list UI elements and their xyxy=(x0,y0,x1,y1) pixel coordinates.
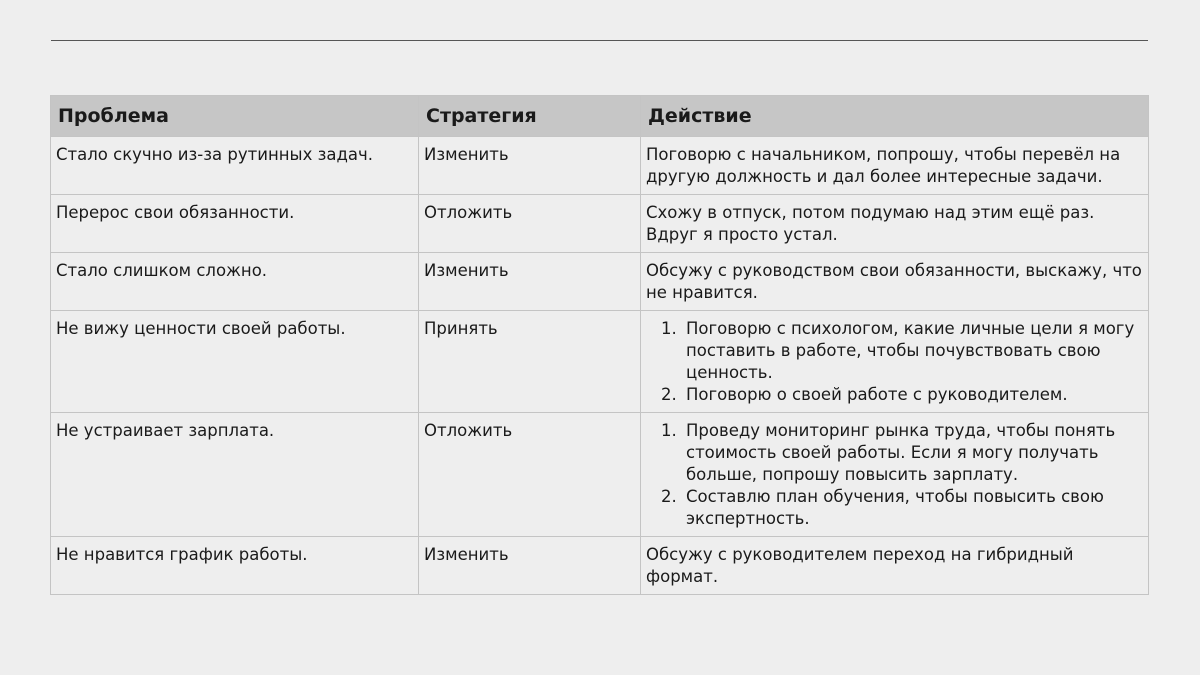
cell-action: Обсужу с руководителем переход на гибридный формат. xyxy=(641,537,1149,595)
header-problem: Проблема xyxy=(51,96,419,137)
action-list-item: 2. Составлю план обучения, чтобы повысить свою экспертность. xyxy=(682,486,1143,530)
cell-problem: Стало слишком сложно. xyxy=(51,253,419,311)
cell-strategy: Изменить xyxy=(419,137,641,195)
table-row xyxy=(51,195,1149,253)
table-header-row xyxy=(51,96,1149,137)
table-row xyxy=(51,413,1149,537)
cell-action xyxy=(641,413,1149,537)
cell-action: Поговорю с начальником, попрошу, чтобы перевёл на другую должность и дал более интересные задачи. xyxy=(641,137,1149,195)
strategy-table-container xyxy=(50,95,1148,595)
cell-problem: Не устраивает зарплата. xyxy=(51,413,419,537)
table-row xyxy=(51,137,1149,195)
cell-strategy: Отложить xyxy=(419,195,641,253)
top-divider xyxy=(51,40,1148,41)
action-list-item: 2. Поговорю о своей работе с руководителем. xyxy=(682,384,1143,406)
cell-strategy: Отложить xyxy=(419,413,641,537)
header-action: Действие xyxy=(641,96,1149,137)
cell-action: Обсужу с руководством свои обязанности, выскажу, что не нравится. xyxy=(641,253,1149,311)
cell-problem: Перерос свои обязанности. xyxy=(51,195,419,253)
table-row xyxy=(51,253,1149,311)
action-list-item: 1. Поговорю с психологом, какие личные цели я могу поставить в работе, чтобы почувствовать свою ценность. xyxy=(682,318,1143,384)
table-row xyxy=(51,311,1149,413)
action-list-item: 1. Проведу мониторинг рынка труда, чтобы понять стоимость своей работы. Если я могу получать больше, попрошу повысить зарплату. xyxy=(682,420,1143,486)
cell-problem: Не нравится график работы. xyxy=(51,537,419,595)
cell-action: Схожу в отпуск, потом подумаю над этим ещё раз. Вдруг я просто устал. xyxy=(641,195,1149,253)
cell-action xyxy=(641,311,1149,413)
action-list xyxy=(646,420,1143,530)
cell-problem: Не вижу ценности своей работы. xyxy=(51,311,419,413)
cell-strategy: Изменить xyxy=(419,537,641,595)
table-row xyxy=(51,537,1149,595)
cell-strategy: Принять xyxy=(419,311,641,413)
cell-problem: Стало скучно из-за рутинных задач. xyxy=(51,137,419,195)
action-list xyxy=(646,318,1143,406)
cell-strategy: Изменить xyxy=(419,253,641,311)
header-strategy: Стратегия xyxy=(419,96,641,137)
strategy-table xyxy=(50,95,1149,595)
